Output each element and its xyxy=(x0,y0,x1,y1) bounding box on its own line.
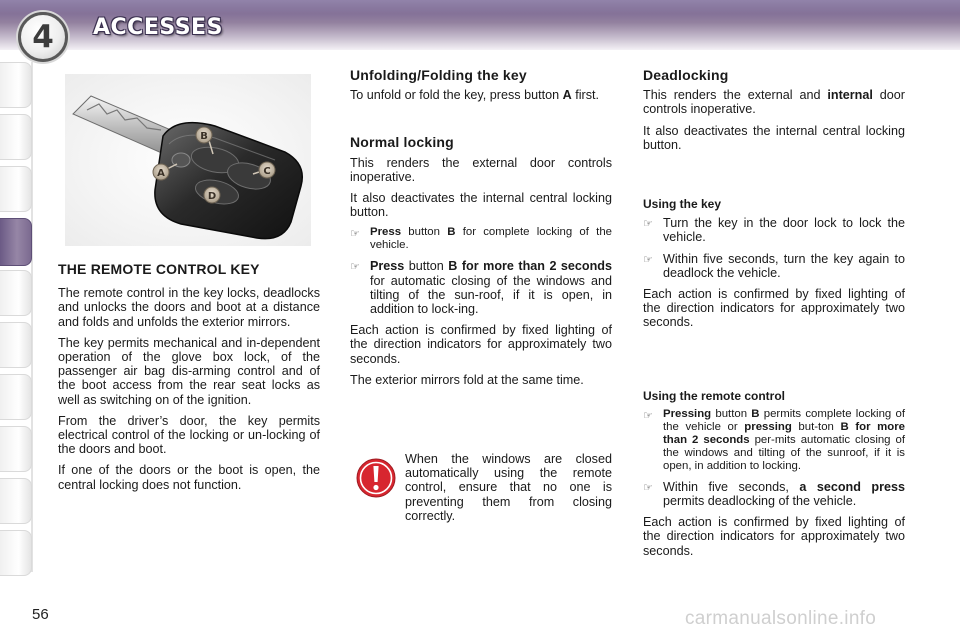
chapter-tab-4-active[interactable] xyxy=(0,218,32,266)
normal-locking-confirmation: Each action is confirmed by fixed lighting of the direction indicators for approximately two seconds. xyxy=(350,323,612,366)
chapter-tab-2[interactable] xyxy=(0,114,32,160)
using-remote-title: Using the remote control xyxy=(643,388,786,403)
unfolding-title: Unfolding/Folding the key xyxy=(350,67,527,83)
remote-control-paragraph-3: From the driver’s door, the key permits electrical control of the locking or un-locking of the doors and boot. xyxy=(58,413,320,457)
site-watermark: carmanualsonline.info xyxy=(685,608,877,629)
chapter-number: 4 xyxy=(32,19,54,55)
remote-control-paragraph-2: The key permits mechanical and in-dependent operation of the glove box lock, of the passenger air bag dis-arming control and of the boot access from the rear seat locks as well as switching on of the ignition. xyxy=(58,335,320,407)
pointing-hand-icon: ☞ xyxy=(350,228,360,241)
chapter-tab-10[interactable] xyxy=(0,530,32,576)
normal-locking-mirrors: The exterior mirrors fold at the same time. xyxy=(350,372,584,387)
pointing-hand-icon: ☞ xyxy=(350,261,360,274)
using-remote-bullet-1: ☞ Pressing button B permits complete locking of the vehicle or pressing but-ton B for more than 2 seconds per-mits automatic closing of the windows and tilting of the sunroof, if it is open, in addition to locking. xyxy=(643,407,906,472)
using-remote-bullet-2: ☞ Within five seconds, a second press permits deadlocking of the vehicle. xyxy=(643,479,905,509)
using-key-title: Using the key xyxy=(643,197,722,212)
svg-text:A: A xyxy=(157,168,165,179)
pointing-hand-icon: ☞ xyxy=(643,481,653,494)
normal-locking-bullet-1: ☞ Press button B for complete locking of the vehicle. xyxy=(350,226,612,252)
normal-locking-bullet-2: ☞ Press button B for more than 2 seconds for automatic closing of the windows and tilting of the sun-roof, if it is open, in addition to lock-ing. xyxy=(350,259,613,317)
deadlocking-paragraph-2: It also deactivates the internal central locking button. xyxy=(643,123,905,152)
remote-control-paragraph-4: If one of the doors or the boot is open, the central locking does not function. xyxy=(58,463,320,492)
using-remote-confirmation: Each action is confirmed by fixed lighting of the direction indicators for approximately two seconds. xyxy=(643,515,905,558)
normal-locking-paragraph-1: This renders the external door controls inoperative. xyxy=(350,155,612,184)
deadlocking-section xyxy=(643,68,905,565)
pointing-hand-icon: ☞ xyxy=(643,253,653,266)
button-label-d xyxy=(204,187,220,203)
normal-locking-paragraph-2: It also deactivates the internal central locking button. xyxy=(350,191,612,220)
remote-key-illustration xyxy=(65,74,311,246)
svg-text:B: B xyxy=(200,131,208,142)
deadlocking-title: Deadlocking xyxy=(643,67,729,83)
chapter-tabs xyxy=(0,62,36,582)
exclamation-warning-icon xyxy=(356,458,396,498)
remote-key-photo xyxy=(65,74,311,246)
chapter-tab-9[interactable] xyxy=(0,478,32,524)
remote-control-section xyxy=(58,262,320,499)
button-label-a xyxy=(153,164,169,180)
using-key-bullet-1: ☞ Turn the key in the door lock to lock the vehicle. xyxy=(643,216,905,245)
chapter-tab-1[interactable] xyxy=(0,62,32,108)
pointing-hand-icon: ☞ xyxy=(643,218,653,231)
chapter-tab-6[interactable] xyxy=(0,322,32,368)
chapter-title: ACCESSES xyxy=(93,15,223,40)
using-key-confirmation: Each action is confirmed by fixed lighting of the direction indicators for approximately two seconds. xyxy=(643,287,905,330)
deadlocking-paragraph-1: This renders the external and internal door controls inoperative. xyxy=(643,88,905,117)
button-label-b xyxy=(196,127,212,143)
unfolding-text: To unfold or fold the key, press button A first. xyxy=(350,88,599,103)
svg-text:C: C xyxy=(263,166,271,177)
pointing-hand-icon: ☞ xyxy=(643,409,653,422)
remote-control-paragraph-1: The remote control in the key locks, deadlocks and unlocks the doors and boot at a distance and folds and unfolds the exterior mirrors. xyxy=(58,286,320,329)
header-shine xyxy=(0,0,960,14)
remote-control-title: THE REMOTE CONTROL KEY xyxy=(58,261,260,277)
button-label-c xyxy=(259,162,275,178)
unfolding-and-locking-section xyxy=(350,68,612,394)
chapter-tab-7[interactable] xyxy=(0,374,32,420)
svg-text:D: D xyxy=(207,191,217,202)
page-number: 56 xyxy=(32,606,49,623)
key-body xyxy=(155,123,302,239)
normal-locking-title: Normal locking xyxy=(350,134,454,151)
chapter-tab-8[interactable] xyxy=(0,426,32,472)
warning-note xyxy=(350,452,612,524)
using-key-bullet-2: ☞ Within five seconds, turn the key again to deadlock the vehicle. xyxy=(643,251,905,280)
chapter-tab-5[interactable] xyxy=(0,270,32,316)
chapter-number-badge xyxy=(18,12,68,62)
chapter-tab-3[interactable] xyxy=(0,166,32,212)
warning-text: When the windows are closed automatically using the remote control, ensure that no one is preventing them from closing correctly. xyxy=(405,452,612,523)
